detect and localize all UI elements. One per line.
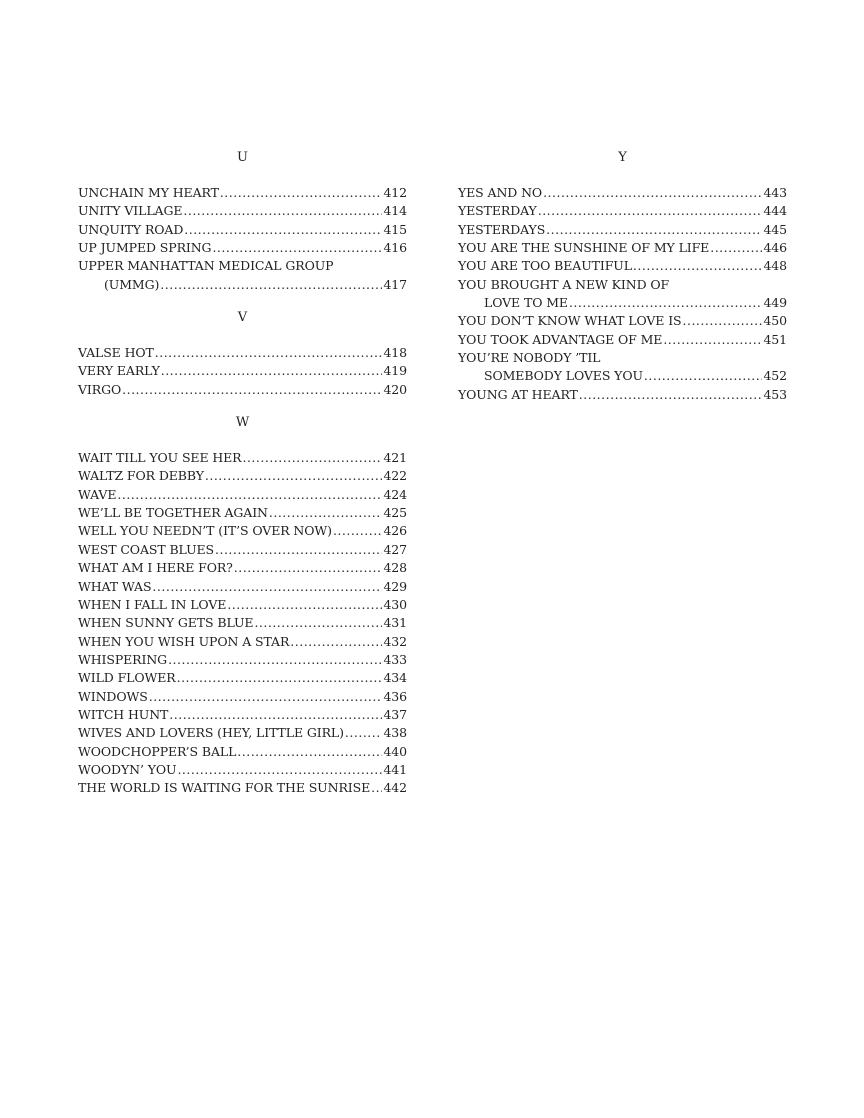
- index-entry-page-number: 448: [763, 258, 787, 274]
- dot-leader: [160, 276, 382, 294]
- index-entry-page-number: 432: [383, 633, 407, 649]
- index-entry: [78, 184, 407, 202]
- dot-leader: [546, 221, 762, 239]
- dot-leader: [183, 202, 382, 220]
- index-entry: [78, 651, 407, 669]
- index-entry-page-number: 421: [383, 450, 407, 466]
- index-entry: [458, 221, 787, 239]
- index-entry-page-number: 443: [763, 185, 787, 200]
- dot-leader: [227, 596, 382, 614]
- index-entry-title: YESTERDAY: [458, 203, 537, 219]
- index-entry-page-number: 412: [383, 185, 407, 200]
- index-entry-page-number: 420: [383, 381, 407, 397]
- dot-leader: [254, 614, 382, 632]
- index-entry: [78, 239, 407, 257]
- index-entry-title: WALTZ FOR DEBBY: [78, 468, 204, 484]
- dot-leader: [234, 559, 383, 577]
- index-entry-title: WINDOWS: [78, 688, 148, 704]
- index-entry: [78, 761, 407, 779]
- index-entry-page-number: 436: [383, 688, 407, 704]
- index-entry-page-number: 442: [383, 780, 407, 796]
- index-entry-page-number: 428: [383, 560, 407, 576]
- index-entry-title: UNITY VILLAGE: [78, 203, 183, 219]
- index-entry-page-number: 414: [383, 203, 407, 219]
- index-entry-title: (UMMG): [104, 276, 160, 292]
- index-entry-page-number: 415: [383, 221, 407, 237]
- index-entry-page-number: 440: [383, 743, 407, 759]
- index-entry: [78, 276, 407, 294]
- index-entry: [458, 184, 787, 202]
- dot-leader: [579, 386, 763, 404]
- index-entry: [78, 449, 407, 467]
- dot-leader: [710, 239, 762, 257]
- index-entry: [458, 367, 787, 385]
- index-entry: [78, 706, 407, 724]
- index-entry-title-line1: UPPER MANHATTAN MEDICAL GROUP: [78, 258, 334, 274]
- index-entry-title: VALSE HOT: [78, 345, 154, 361]
- index-section-u: [78, 148, 407, 294]
- dot-leader: [644, 367, 763, 385]
- index-entry-title: WHEN SUNNY GETS BLUE: [78, 615, 254, 631]
- dot-leader: [663, 331, 762, 349]
- index-entry: [458, 386, 787, 404]
- dot-leader: [237, 743, 382, 761]
- index-entry-page-number: 425: [383, 505, 407, 521]
- index-entry: [78, 724, 407, 742]
- index-entry-page-number: 417: [383, 276, 407, 292]
- index-column-left: [78, 148, 407, 812]
- dot-leader: [168, 651, 382, 669]
- index-entry: [78, 614, 407, 632]
- index-entry-page-number: 433: [383, 651, 407, 667]
- index-entry: [78, 633, 407, 651]
- dot-leader: [184, 221, 382, 239]
- index-entry-page-number: 437: [383, 706, 407, 722]
- index-entry-page-number: 449: [763, 295, 787, 311]
- index-entry-title-line1: YOU’RE NOBODY ’TIL: [458, 350, 601, 366]
- index-entry-page-number: 429: [383, 578, 407, 594]
- dot-leader: [122, 381, 382, 399]
- index-entry: [78, 362, 407, 380]
- dot-leader: [177, 669, 383, 687]
- section-letter-heading: V: [237, 310, 248, 326]
- index-entry: [78, 559, 407, 577]
- index-section-v: [78, 308, 407, 399]
- index-entry: [78, 522, 407, 540]
- index-entry: [458, 294, 787, 312]
- dot-leader: [333, 522, 383, 540]
- index-entry-title: UNQUITY ROAD: [78, 221, 184, 237]
- index-entry-page-number: 452: [763, 368, 787, 384]
- index-entry-page-number: 446: [763, 240, 787, 256]
- dot-leader: [569, 294, 763, 312]
- dot-leader: [169, 706, 382, 724]
- dot-leader: [117, 486, 382, 504]
- index-entry: [458, 331, 787, 349]
- index-entry-title: WHEN YOU WISH UPON A STAR: [78, 633, 290, 649]
- dot-leader: [215, 541, 382, 559]
- index-entry: [78, 344, 407, 362]
- index-section-w: [78, 413, 407, 798]
- index-entry-page-number: 426: [383, 523, 407, 539]
- index-entry-title: WOODYN’ YOU: [78, 761, 177, 777]
- dot-leader: [345, 724, 383, 742]
- index-entry-title: SOMEBODY LOVES YOU: [484, 368, 643, 384]
- index-entry: [78, 486, 407, 504]
- index-entry-page-number: 422: [383, 468, 407, 484]
- dot-leader: [205, 467, 383, 485]
- dot-leader: [212, 239, 382, 257]
- index-entry-title: VERY EARLY: [78, 363, 160, 379]
- index-entry-title: WAIT TILL YOU SEE HER: [78, 450, 242, 466]
- index-entry: [458, 239, 787, 257]
- index-entry-title: UNCHAIN MY HEART: [78, 185, 219, 200]
- index-entry-page-number: 434: [383, 670, 407, 686]
- dot-leader: [220, 184, 383, 202]
- dot-leader: [269, 504, 383, 522]
- index-entry-page-number: 418: [383, 345, 407, 361]
- index-entry: [78, 578, 407, 596]
- index-entry: [458, 257, 787, 275]
- index-section-y: [458, 148, 787, 404]
- index-entry-page-number: 430: [383, 596, 407, 612]
- dot-leader: [152, 578, 382, 596]
- index-entry: [78, 669, 407, 687]
- index-entry-title: WEST COAST BLUES: [78, 541, 214, 557]
- index-entry-title: WAVE: [78, 486, 117, 502]
- index-entry: [78, 381, 407, 399]
- index-entry-page-number: 416: [383, 240, 407, 256]
- index-entry-page-number: 453: [763, 386, 787, 402]
- index-entry-title: YESTERDAYS: [458, 221, 546, 237]
- index-entry-page-number: 438: [383, 725, 407, 741]
- dot-leader: [177, 761, 382, 779]
- index-entry: [78, 743, 407, 761]
- index-entry-page-number: 431: [383, 615, 407, 631]
- index-entry: [458, 312, 787, 330]
- index-entry: [458, 202, 787, 220]
- index-entry: [78, 221, 407, 239]
- dot-leader: [155, 344, 383, 362]
- index-entry-title: WHEN I FALL IN LOVE: [78, 596, 227, 612]
- index-entry-title: WOODCHOPPER’S BALL: [78, 743, 237, 759]
- index-entry: [78, 467, 407, 485]
- index-entry: [78, 779, 407, 797]
- index-entry-title: YOU DON’T KNOW WHAT LOVE IS: [458, 313, 682, 329]
- dot-leader: [538, 202, 763, 220]
- index-entry-title: YOU ARE TOO BEAUTIFUL: [458, 258, 632, 274]
- index-entry-page-number: 444: [763, 203, 787, 219]
- dot-leader: [543, 184, 762, 202]
- index-entry-page-number: 450: [763, 313, 787, 329]
- index-entry-page-number: 419: [383, 363, 407, 379]
- index-entry-title: WELL YOU NEEDN’T (IT’S OVER NOW): [78, 523, 332, 539]
- index-entry-title: WILD FLOWER: [78, 670, 176, 686]
- index-entry-title: WIVES AND LOVERS (HEY, LITTLE GIRL): [78, 725, 344, 741]
- section-letter-heading: U: [237, 150, 248, 165]
- index-entry-title: WHAT WAS: [78, 578, 152, 594]
- index-entry-title: WITCH HUNT: [78, 706, 169, 722]
- index-entry: [78, 541, 407, 559]
- index-entry-title: WE’LL BE TOGETHER AGAIN: [78, 505, 268, 521]
- index-entry-title: VIRGO: [78, 381, 122, 397]
- index-entry-title: YOUNG AT HEART: [458, 386, 578, 402]
- index-entry-title-line1: YOU BROUGHT A NEW KIND OF: [458, 276, 670, 292]
- index-entry-title: YES AND NO: [458, 185, 543, 200]
- dot-leader: [161, 362, 383, 380]
- index-entry-title: YOU ARE THE SUNSHINE OF MY LIFE: [458, 240, 710, 256]
- section-letter-heading: Y: [618, 150, 627, 165]
- index-entry-title: WHISPERING: [78, 651, 168, 667]
- section-letter-heading: W: [235, 415, 250, 431]
- index-entry-title: THE WORLD IS WAITING FOR THE SUNRISE: [78, 780, 371, 796]
- dot-leader: [242, 449, 382, 467]
- index-entry-page-number: 445: [763, 221, 787, 237]
- dot-leader: [149, 688, 383, 706]
- index-entry: [78, 504, 407, 522]
- dot-leader: [633, 257, 763, 275]
- index-entry-page-number: 451: [763, 331, 787, 347]
- index-entry: [78, 202, 407, 220]
- index-entry-page-number: 441: [383, 761, 407, 777]
- index-entry: [78, 688, 407, 706]
- dot-leader: [290, 633, 382, 651]
- index-column-right: [458, 148, 787, 418]
- index-entry-title: YOU TOOK ADVANTAGE OF ME: [458, 331, 663, 347]
- index-entry-title: UP JUMPED SPRING: [78, 240, 212, 256]
- index-entry: [78, 596, 407, 614]
- index-entry-page-number: 427: [383, 541, 407, 557]
- index-entry-page-number: 424: [383, 486, 407, 502]
- dot-leader: [683, 312, 763, 330]
- index-entry-title: WHAT AM I HERE FOR?: [78, 560, 233, 576]
- dot-leader: [371, 779, 382, 797]
- index-entry-title: LOVE TO ME: [484, 295, 568, 311]
